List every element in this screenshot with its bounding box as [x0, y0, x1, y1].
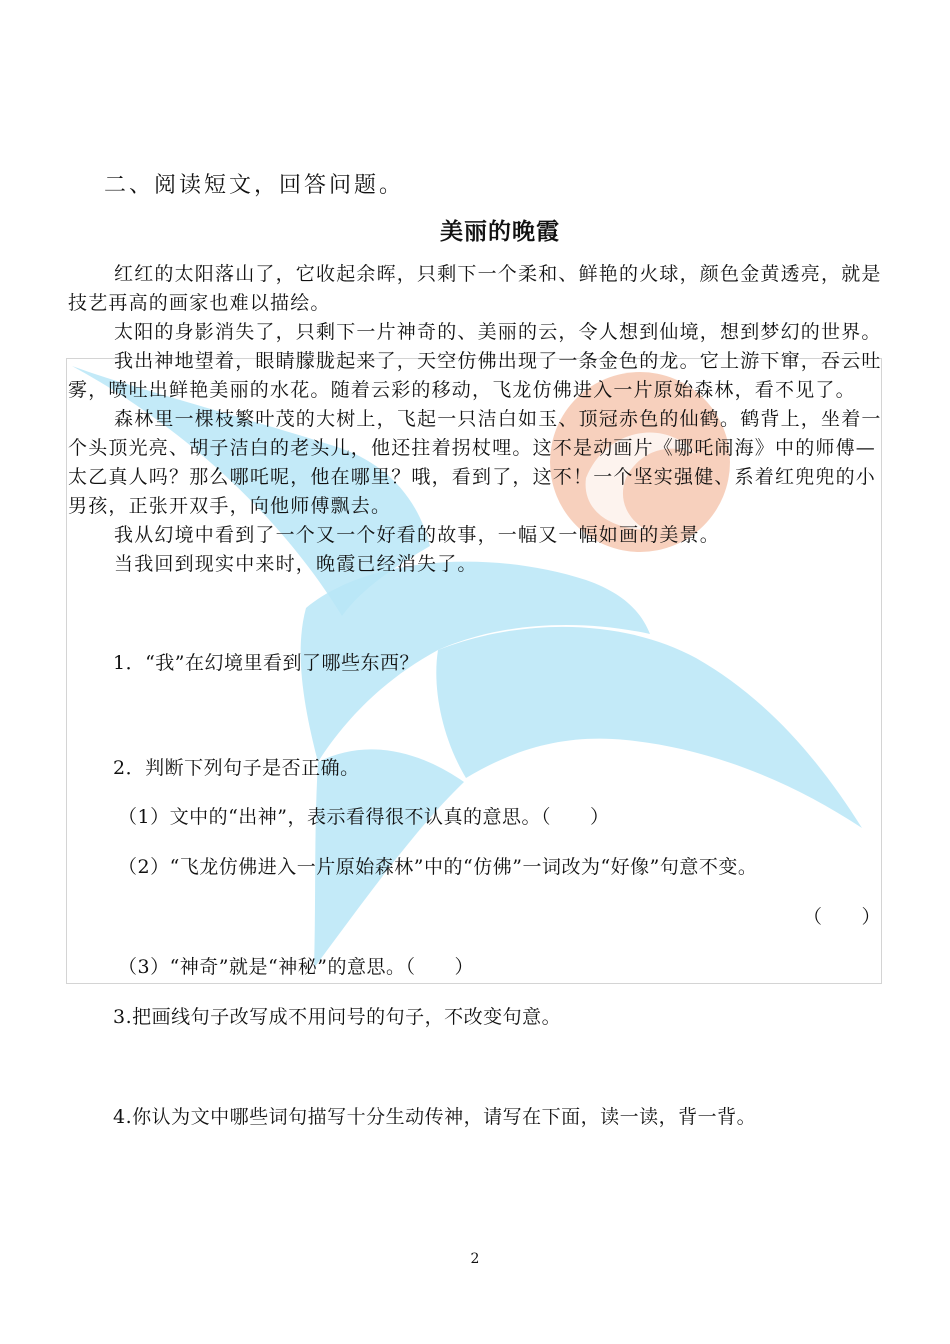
question-2-item-2-answer-blank[interactable]: （ ）	[803, 906, 882, 928]
article-title: 美丽的晚霞	[440, 219, 560, 245]
question-2: 2．判断下列句子是否正确。	[113, 757, 360, 779]
passage-paragraph: 森林里一棵枝繁叶茂的大树上，飞起一只洁白如玉、顶冠赤色的仙鹤。鹤背上，坐着一个头顶光亮、胡子洁白的老头儿，他还拄着拐杖哩。这不是动画片《哪吒闹海》中的师傅—太乙真人吗？那么哪吒呢，他在哪里？哦，看到了，这不！一个坚实强健、系着红兜兜的小男孩，正张开双手，向他师傅飘去。	[68, 408, 882, 517]
question-2-item-1: （1）文中的“出神”，表示看得很不认真的意思。（ ）	[118, 806, 610, 828]
section-heading: 二、阅读短文，回答问题。	[104, 173, 405, 198]
question-2-item-3: （3）“神奇”就是“神秘”的意思。（ ）	[118, 956, 474, 978]
passage-paragraph: 太阳的身影消失了，只剩下一片神奇的、美丽的云，令人想到仙境，想到梦幻的世界。	[114, 321, 882, 343]
question-2-item-2: （2）“飞龙仿佛进入一片原始森林”中的“仿佛”一词改为“好像”句意不变。	[118, 856, 758, 878]
question-1: 1．“我”在幻境里看到了哪些东西？	[113, 652, 420, 674]
page-number: 2	[470, 1251, 480, 1267]
question-3: 3.把画线句子改写成不用问号的句子，不改变句意。	[113, 1006, 562, 1028]
reading-passage	[68, 260, 883, 579]
passage-paragraph: 红红的太阳落山了，它收起余晖，只剩下一个柔和、鲜艳的火球，颜色金黄透亮，就是技艺再高的画家也难以描绘。	[68, 263, 882, 314]
watermark-blue-right-tail	[436, 627, 862, 828]
passage-paragraph: 我从幻境中看到了一个又一个好看的故事，一幅又一幅如画的美景。	[114, 524, 721, 546]
question-4: 4.你认为文中哪些词句描写十分生动传神，请写在下面，读一读，背一背。	[113, 1106, 757, 1128]
passage-paragraph: 我出神地望着，眼睛朦胧起来了，天空仿佛出现了一条金色的龙。它上游下窜，吞云吐雾，喷吐出鲜艳美丽的水花。随着云彩的移动，飞龙仿佛进入一片原始森林，看不见了。	[68, 350, 882, 401]
passage-paragraph: 当我回到现实中来时，晚霞已经消失了。	[114, 553, 478, 575]
